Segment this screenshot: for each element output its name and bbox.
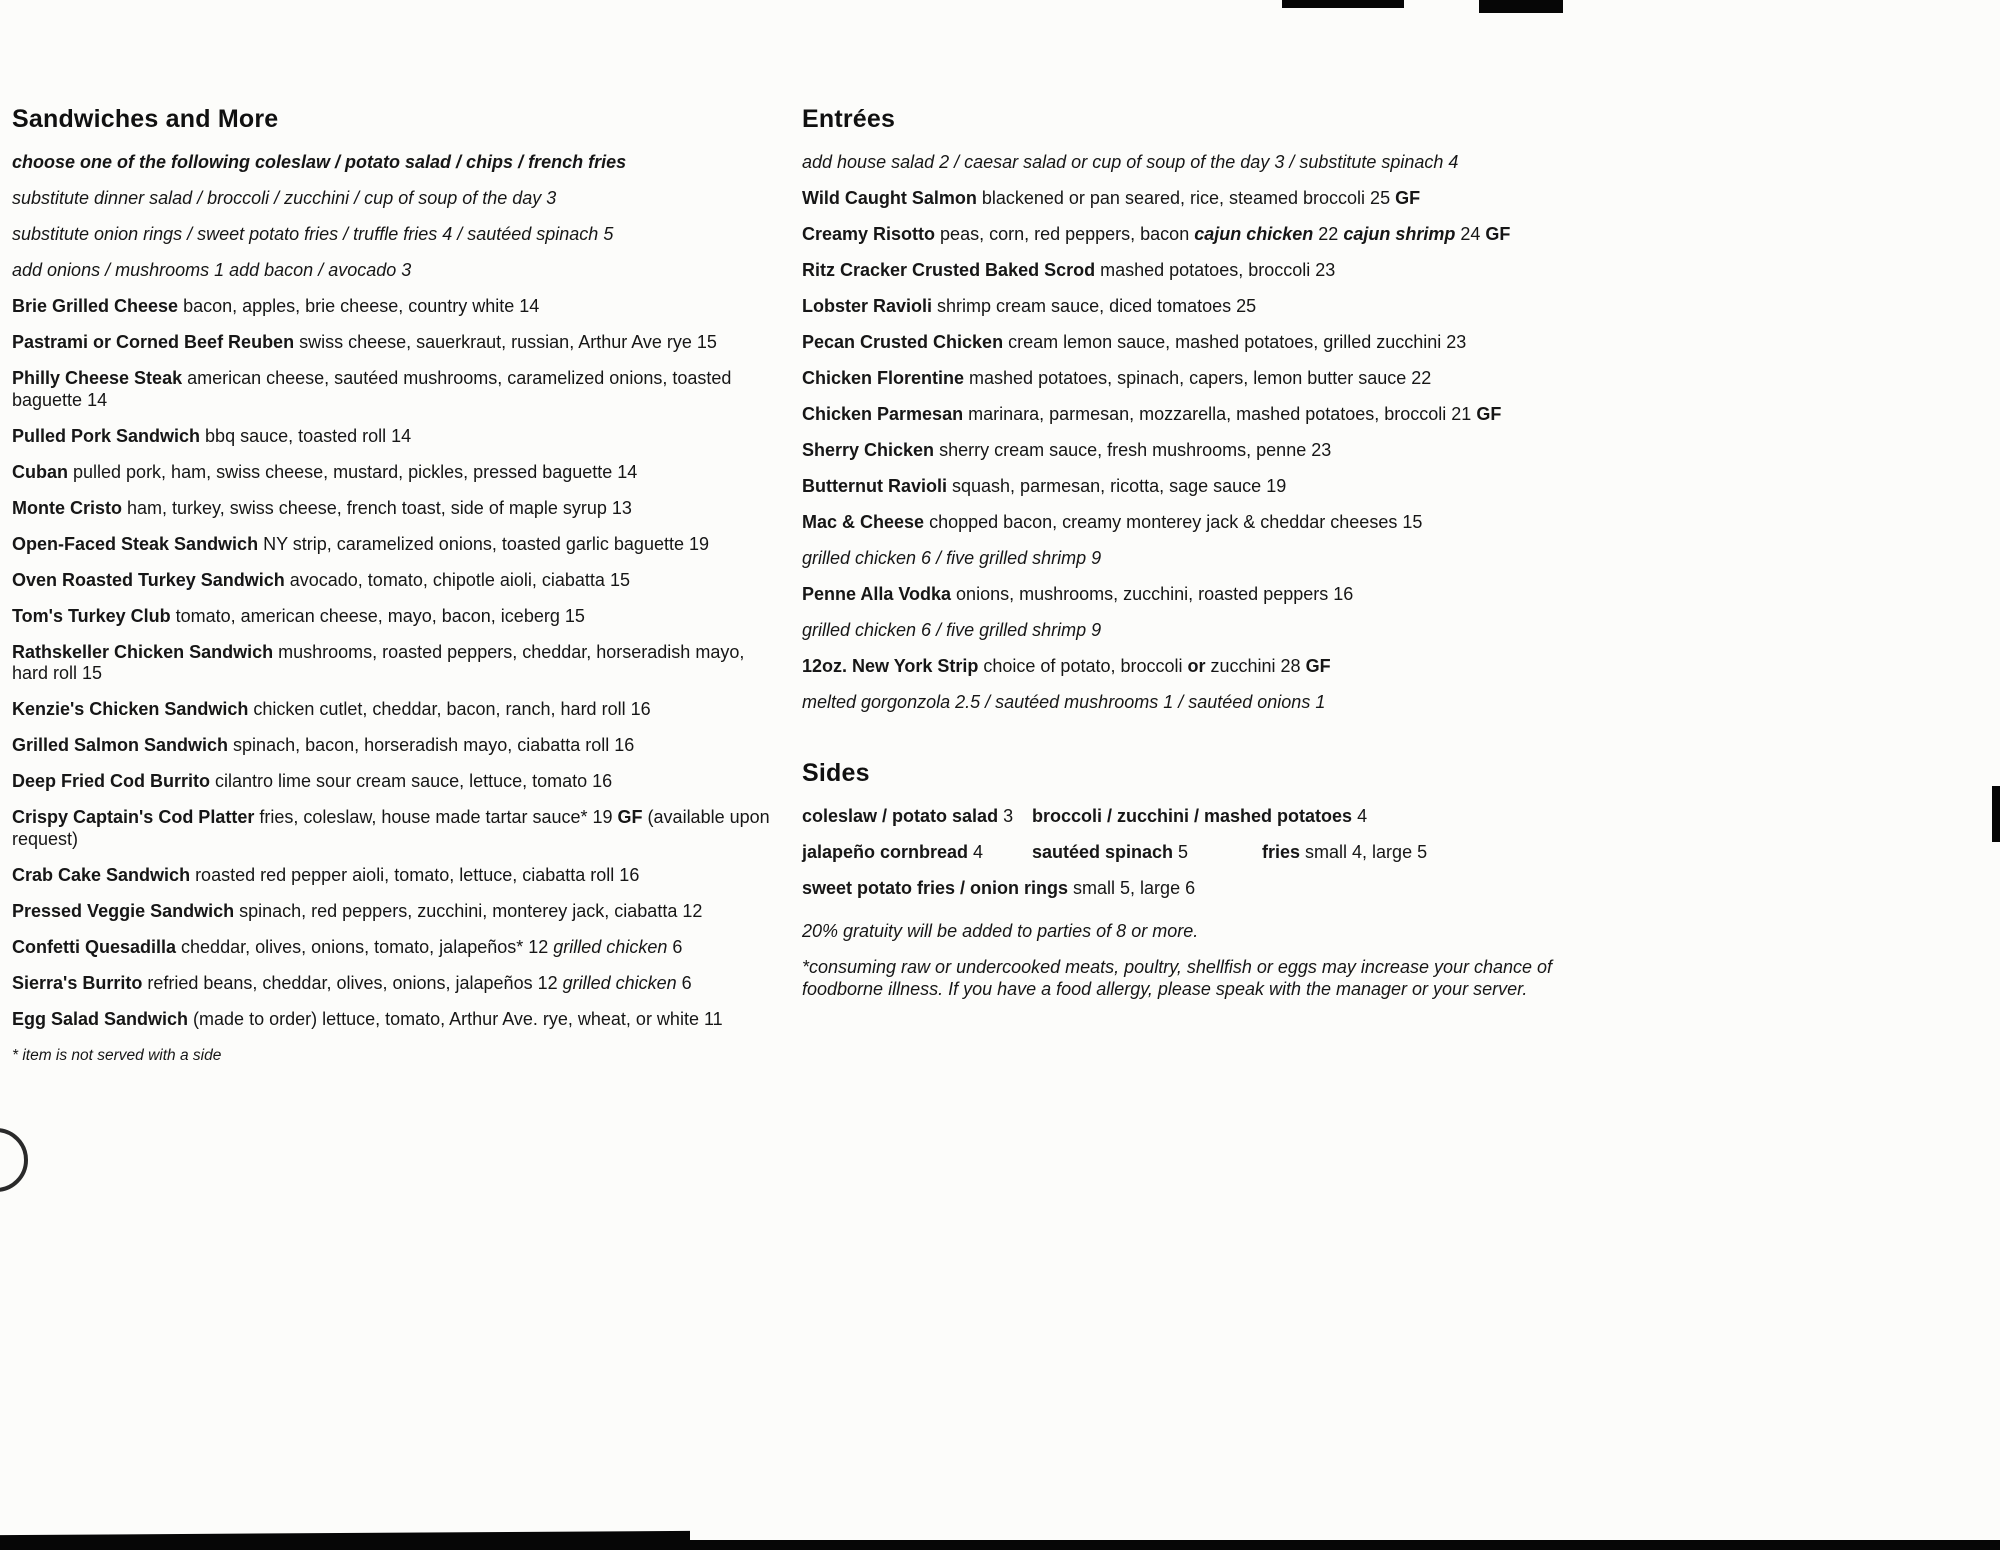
menu-item: Open-Faced Steak Sandwich NY strip, caramelized onions, toasted garlic baguette 19 <box>12 533 709 554</box>
menu-item: Sierra's Burrito refried beans, cheddar, olives, onions, jalapeños 12 grilled chicken 6 <box>12 972 692 993</box>
sides-cell: fries small 4, large 5 <box>1262 841 1428 862</box>
menu-item: Tom's Turkey Club tomato, american cheese, mayo, bacon, iceberg 15 <box>12 605 585 626</box>
menu-item: Egg Salad Sandwich (made to order) lettuce, tomato, Arthur Ave. rye, wheat, or white 11 <box>12 1008 723 1029</box>
menu-item: Wild Caught Salmon blackened or pan seared, rice, steamed broccoli 25 GF <box>802 188 1421 208</box>
menu-item: Pressed Veggie Sandwich spinach, red peppers, zucchini, monterey jack, ciabatta 12 <box>12 900 703 921</box>
menu-option-note: choose one of the following coleslaw / potato salad / chips / french fries <box>12 152 627 172</box>
scan-artifact-top-right-mark <box>1479 0 1563 13</box>
sides-row-list <box>802 806 1577 900</box>
menu-notes-list <box>802 921 1577 1000</box>
sides-row <box>802 842 1577 864</box>
menu-item: Crispy Captain's Cod Platter fries, coleslaw, house made tartar sauce* 19 GF (available upon request) <box>12 807 770 849</box>
menu-item: Penne Alla Vodka onions, mushrooms, zucchini, roasted peppers 16 <box>802 584 1354 604</box>
menu-item: Cuban pulled pork, ham, swiss cheese, mustard, pickles, pressed baguette 14 <box>12 461 638 482</box>
menu-item: Philly Cheese Steak american cheese, sautéed mushrooms, caramelized onions, toasted baguette 14 <box>12 368 732 410</box>
sides-cell: coleslaw / potato salad 3 <box>802 805 1014 826</box>
menu-item: Oven Roasted Turkey Sandwich avocado, tomato, chipotle aioli, ciabatta 15 <box>12 569 630 590</box>
entrees-item-list <box>802 188 1577 714</box>
menu-item: Grilled Salmon Sandwich spinach, bacon, horseradish mayo, ciabatta roll 16 <box>12 735 635 755</box>
sandwiches-title: Sandwiches and More <box>12 105 279 133</box>
menu-item: Deep Fried Cod Burrito cilantro lime sour cream sauce, lettuce, tomato 16 <box>12 771 613 791</box>
entrees-intro-list <box>802 152 1577 174</box>
menu-item: Lobster Ravioli shrimp cream sauce, diced tomatoes 25 <box>802 296 1257 316</box>
menu-item: Creamy Risotto peas, corn, red peppers, bacon cajun chicken 22 cajun shrimp 24 GF <box>802 224 1511 244</box>
menu-item: Butternut Ravioli squash, parmesan, ricotta, sage sauce 19 <box>802 476 1287 496</box>
menu-item: Monte Cristo ham, turkey, swiss cheese, french toast, side of maple syrup 13 <box>12 497 632 518</box>
consumer-advisory-note: *consuming raw or undercooked meats, poultry, shellfish or eggs may increase your chance of foodborne illness. If you have a food allergy, please speak with the manager or your server. <box>802 957 1553 999</box>
menu-item: Ritz Cracker Crusted Baked Scrod mashed potatoes, broccoli 23 <box>802 260 1336 280</box>
scan-artifact-right-edge-mark <box>1992 786 2000 842</box>
menu-footnote: * item is not served with a side <box>12 1046 222 1064</box>
menu-addon: melted gorgonzola 2.5 / sautéed mushrooms 1 / sautéed onions 1 <box>802 692 1326 712</box>
menu-item: Pecan Crusted Chicken cream lemon sauce, mashed potatoes, grilled zucchini 23 <box>802 332 1467 352</box>
sides-row <box>802 806 1577 828</box>
menu-option-note: add onions / mushrooms 1 add bacon / avocado 3 <box>12 260 412 280</box>
sides-cell: sweet potato fries / onion rings small 5, large 6 <box>802 877 1196 898</box>
menu-item: Chicken Florentine mashed potatoes, spinach, capers, lemon butter sauce 22 <box>802 368 1432 388</box>
sides-cell: sautéed spinach 5 <box>1032 841 1189 862</box>
sides-cell: broccoli / zucchini / mashed potatoes 4 <box>1032 805 1368 826</box>
menu-item: Sherry Chicken sherry cream sauce, fresh mushrooms, penne 23 <box>802 440 1332 460</box>
menu-addon: grilled chicken 6 / five grilled shrimp 9 <box>802 548 1102 568</box>
entrees-column <box>802 104 1577 1015</box>
entrees-title: Entrées <box>802 105 896 133</box>
menu-option-note: substitute dinner salad / broccoli / zucchini / cup of soup of the day 3 <box>12 188 557 208</box>
menu-item: Brie Grilled Cheese bacon, apples, brie cheese, country white 14 <box>12 296 540 316</box>
menu-item: Crab Cake Sandwich roasted red pepper aioli, tomato, lettuce, ciabatta roll 16 <box>12 864 640 885</box>
scan-artifact-hole-punch <box>0 1128 28 1192</box>
gratuity-note: 20% gratuity will be added to parties of 8 or more. <box>802 921 1199 941</box>
menu-option-note: add house salad 2 / caesar salad or cup of soup of the day 3 / substitute spinach 4 <box>802 152 1459 172</box>
sandwiches-column <box>12 104 772 1081</box>
menu-addon: grilled chicken 6 / five grilled shrimp 9 <box>802 620 1102 640</box>
menu-item: Mac & Cheese chopped bacon, creamy monterey jack & cheddar cheeses 15 <box>802 512 1423 532</box>
menu-item: Pastrami or Corned Beef Reuben swiss cheese, sauerkraut, russian, Arthur Ave rye 15 <box>12 332 717 352</box>
menu-item: Rathskeller Chicken Sandwich mushrooms, roasted peppers, cheddar, horseradish mayo, hard roll 15 <box>12 641 745 683</box>
menu-option-note: substitute onion rings / sweet potato fries / truffle fries 4 / sautéed spinach 5 <box>12 224 614 244</box>
menu-item: 12oz. New York Strip choice of potato, broccoli or zucchini 28 GF <box>802 656 1331 676</box>
sides-row <box>802 878 1577 900</box>
menu-item: Kenzie's Chicken Sandwich chicken cutlet, cheddar, bacon, ranch, hard roll 16 <box>12 699 651 719</box>
sides-title: Sides <box>802 758 870 787</box>
scan-artifact-top-left-mark <box>1282 0 1404 8</box>
sandwiches-intro-list <box>12 152 772 282</box>
menu-item: Chicken Parmesan marinara, parmesan, mozzarella, mashed potatoes, broccoli 21 GF <box>802 404 1502 424</box>
sides-cell: jalapeño cornbread 4 <box>802 841 984 862</box>
menu-item: Pulled Pork Sandwich bbq sauce, toasted roll 14 <box>12 425 412 446</box>
menu-item: Confetti Quesadilla cheddar, olives, onions, tomato, jalapeños* 12 grilled chicken 6 <box>12 936 683 957</box>
sandwiches-item-list <box>12 296 772 1066</box>
